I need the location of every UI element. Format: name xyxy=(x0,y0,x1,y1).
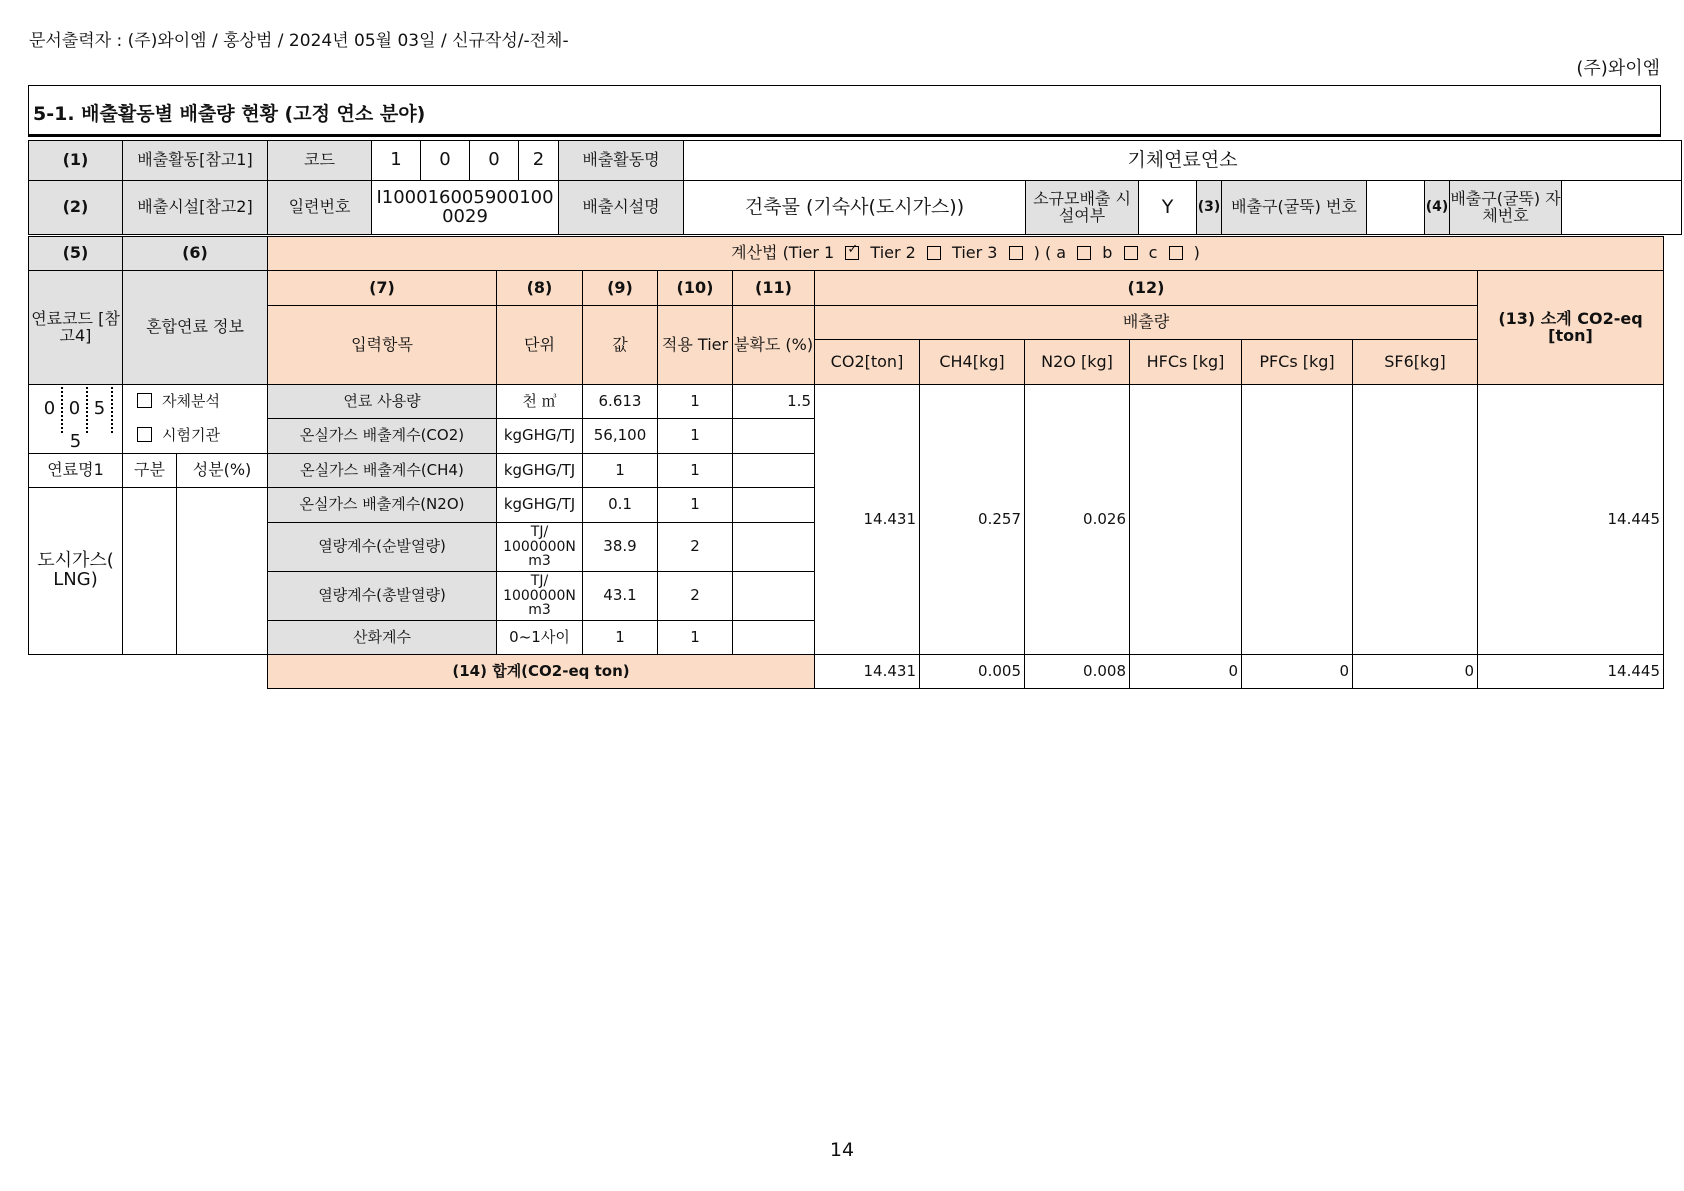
outlet-self-label: 배출구(굴뚝) 자체번호 xyxy=(1450,181,1562,235)
small-scale-value: Y xyxy=(1139,181,1197,235)
total-sf6: 0 xyxy=(1353,655,1478,689)
input-item: 온실가스 배출계수(N2O) xyxy=(268,488,497,523)
fuel-name: 도시가스( LNG) xyxy=(29,488,123,655)
input-tier: 1 xyxy=(658,385,733,419)
mixed-fuel-header: 혼합연료 정보 xyxy=(123,271,268,385)
input-tier: 1 xyxy=(658,419,733,454)
uncertainty-header: 불확도 (%) xyxy=(733,306,815,385)
serial-value: I100016005900100 0029 xyxy=(372,181,559,235)
input-tier: 2 xyxy=(658,523,733,572)
input-uncertainty xyxy=(733,621,815,655)
input-item: 온실가스 배출계수(CH4) xyxy=(268,454,497,488)
input-value: 0.1 xyxy=(583,488,658,523)
co2-header: CO2[ton] xyxy=(815,340,920,385)
input-value: 6.613 xyxy=(583,385,658,419)
row-num-4: (4) xyxy=(1425,181,1450,235)
emission-co2: 14.431 xyxy=(815,385,920,655)
col-num-8: (8) xyxy=(497,271,583,306)
input-item: 열량계수(총발열량) xyxy=(268,572,497,621)
emission-n2o: 0.026 xyxy=(1025,385,1130,655)
code-digit: 1 xyxy=(372,141,421,181)
input-item: 연료 사용량 xyxy=(268,385,497,419)
activity-info-table xyxy=(28,140,1682,235)
input-uncertainty xyxy=(733,419,815,454)
emission-hfcs xyxy=(1130,385,1242,655)
composition-value xyxy=(177,488,268,655)
input-unit: kgGHG/TJ xyxy=(497,454,583,488)
section-title: 5-1. 배출활동별 배출량 현황 (고정 연소 분야) xyxy=(33,103,426,125)
facility-name-label: 배출시설명 xyxy=(559,181,684,235)
unit-header: 단위 xyxy=(497,306,583,385)
code-digit: 2 xyxy=(519,141,559,181)
emission-table xyxy=(28,236,1664,689)
calc-method-row xyxy=(268,237,1664,271)
code-digit: 0 xyxy=(470,141,519,181)
input-unit: 0~1사이 xyxy=(497,621,583,655)
division-value xyxy=(123,488,177,655)
small-scale-label: 소규모배출 시설여부 xyxy=(1026,181,1139,235)
total-hfcs: 0 xyxy=(1130,655,1242,689)
input-unit: TJ/ 1000000N m3 xyxy=(497,523,583,572)
tier3-checkbox[interactable] xyxy=(1009,246,1023,260)
tier3-label: Tier 3 xyxy=(952,243,998,263)
option-b-label: b xyxy=(1102,243,1113,263)
input-value: 1 xyxy=(583,454,658,488)
input-unit: 천 ㎥ xyxy=(497,385,583,419)
total-ch4: 0.005 xyxy=(920,655,1025,689)
ch4-header: CH4[kg] xyxy=(920,340,1025,385)
row-num-2: (2) xyxy=(29,181,123,235)
emission-sf6 xyxy=(1353,385,1478,655)
activity-name-label: 배출활동명 xyxy=(559,141,684,181)
total-n2o: 0.008 xyxy=(1025,655,1130,689)
row-num-1: (1) xyxy=(29,141,123,181)
emission-pfcs xyxy=(1242,385,1353,655)
code-digit: 0 xyxy=(421,141,470,181)
emissions-header: 배출량 xyxy=(815,306,1478,340)
test-agency-checkbox[interactable] xyxy=(137,427,152,442)
print-info: 문서출력자 : (주)와이엠 / 홍상범 / 2024년 05월 03일 / 신규작성/-전체- xyxy=(29,31,569,51)
self-analysis-label: 자체분석 xyxy=(162,392,220,411)
input-uncertainty xyxy=(733,488,815,523)
emission-subtotal: 14.445 xyxy=(1478,385,1664,655)
input-value: 38.9 xyxy=(583,523,658,572)
input-unit: kgGHG/TJ xyxy=(497,419,583,454)
col-num-6: (6) xyxy=(123,237,268,271)
outlet-self-value xyxy=(1562,181,1682,235)
code-label: 코드 xyxy=(268,141,372,181)
fuel-code-header: 연료코드 [참고4] xyxy=(29,271,123,385)
company-name: (주)와이엠 xyxy=(1576,58,1660,79)
col-num-10: (10) xyxy=(658,271,733,306)
facility-ref-label: 배출시설[참고2] xyxy=(123,181,268,235)
pfcs-header: PFCs [kg] xyxy=(1242,340,1353,385)
input-uncertainty xyxy=(733,523,815,572)
total-subtotal: 14.445 xyxy=(1478,655,1664,689)
page-number: 14 xyxy=(829,1139,855,1161)
hfcs-header: HFCs [kg] xyxy=(1130,340,1242,385)
input-tier: 1 xyxy=(658,454,733,488)
calc-method-label: 계산법 (Tier 1 xyxy=(731,243,835,263)
input-unit: kgGHG/TJ xyxy=(497,488,583,523)
division-label: 구분 xyxy=(123,454,177,488)
col-num-9: (9) xyxy=(583,271,658,306)
serial-label: 일련번호 xyxy=(268,181,372,235)
input-uncertainty: 1.5 xyxy=(733,385,815,419)
option-b-checkbox[interactable] xyxy=(1124,246,1138,260)
outlet-num-value xyxy=(1367,181,1425,235)
col-num-7: (7) xyxy=(268,271,497,306)
calc-close-paren: ) xyxy=(1193,243,1200,263)
input-item: 열량계수(순발열량) xyxy=(268,523,497,572)
col-num-5: (5) xyxy=(29,237,123,271)
section-title-box xyxy=(28,85,1661,137)
totals-label: (14) 합계(CO2-eq ton) xyxy=(268,655,815,689)
self-analysis-checkbox[interactable] xyxy=(137,393,152,408)
input-item: 산화계수 xyxy=(268,621,497,655)
row-num-3: (3) xyxy=(1197,181,1222,235)
tier1-checkbox[interactable] xyxy=(845,246,859,260)
activity-ref-label: 배출활동[참고1] xyxy=(123,141,268,181)
subtotal-header: (13) 소계 CO2-eq [ton] xyxy=(1478,271,1664,385)
input-item-header: 입력항목 xyxy=(268,306,497,385)
value-header: 값 xyxy=(583,306,658,385)
test-agency-option[interactable] xyxy=(123,419,268,454)
input-value: 1 xyxy=(583,621,658,655)
option-c-checkbox[interactable] xyxy=(1169,246,1183,260)
total-pfcs: 0 xyxy=(1242,655,1353,689)
input-value: 56,100 xyxy=(583,419,658,454)
option-a-checkbox[interactable] xyxy=(1077,246,1091,260)
col-num-11: (11) xyxy=(733,271,815,306)
input-item: 온실가스 배출계수(CO2) xyxy=(268,419,497,454)
test-agency-label: 시험기관 xyxy=(162,426,220,445)
fuel-code-digits xyxy=(29,385,123,454)
total-co2: 14.431 xyxy=(815,655,920,689)
fuel-code-digit: 5 xyxy=(69,430,82,452)
activity-name: 기체연료연소 xyxy=(684,141,1682,181)
fuel-code-digit: 0 xyxy=(68,398,81,420)
tier2-checkbox[interactable] xyxy=(927,246,941,260)
input-uncertainty xyxy=(733,572,815,621)
input-tier: 1 xyxy=(658,621,733,655)
tier2-label: Tier 2 xyxy=(870,243,916,263)
n2o-header: N2O [kg] xyxy=(1025,340,1130,385)
applied-tier-header: 적용 Tier xyxy=(658,306,733,385)
sf6-header: SF6[kg] xyxy=(1353,340,1478,385)
input-tier: 2 xyxy=(658,572,733,621)
fuel-code-digit: 0 xyxy=(43,398,56,420)
option-a-label: ) ( a xyxy=(1033,243,1067,263)
input-tier: 1 xyxy=(658,488,733,523)
facility-name: 건축물 (기숙사(도시가스)) xyxy=(684,181,1026,235)
input-uncertainty xyxy=(733,454,815,488)
col-num-12: (12) xyxy=(815,271,1478,306)
self-analysis-option[interactable] xyxy=(123,385,268,419)
input-unit: TJ/ 1000000N m3 xyxy=(497,572,583,621)
outlet-num-label: 배출구(굴뚝) 번호 xyxy=(1222,181,1367,235)
composition-label: 성분(%) xyxy=(177,454,268,488)
fuel-name-label: 연료명1 xyxy=(29,454,123,488)
fuel-code-digit: 5 xyxy=(93,398,106,420)
input-value: 43.1 xyxy=(583,572,658,621)
emission-ch4: 0.257 xyxy=(920,385,1025,655)
option-c-label: c xyxy=(1148,243,1158,263)
